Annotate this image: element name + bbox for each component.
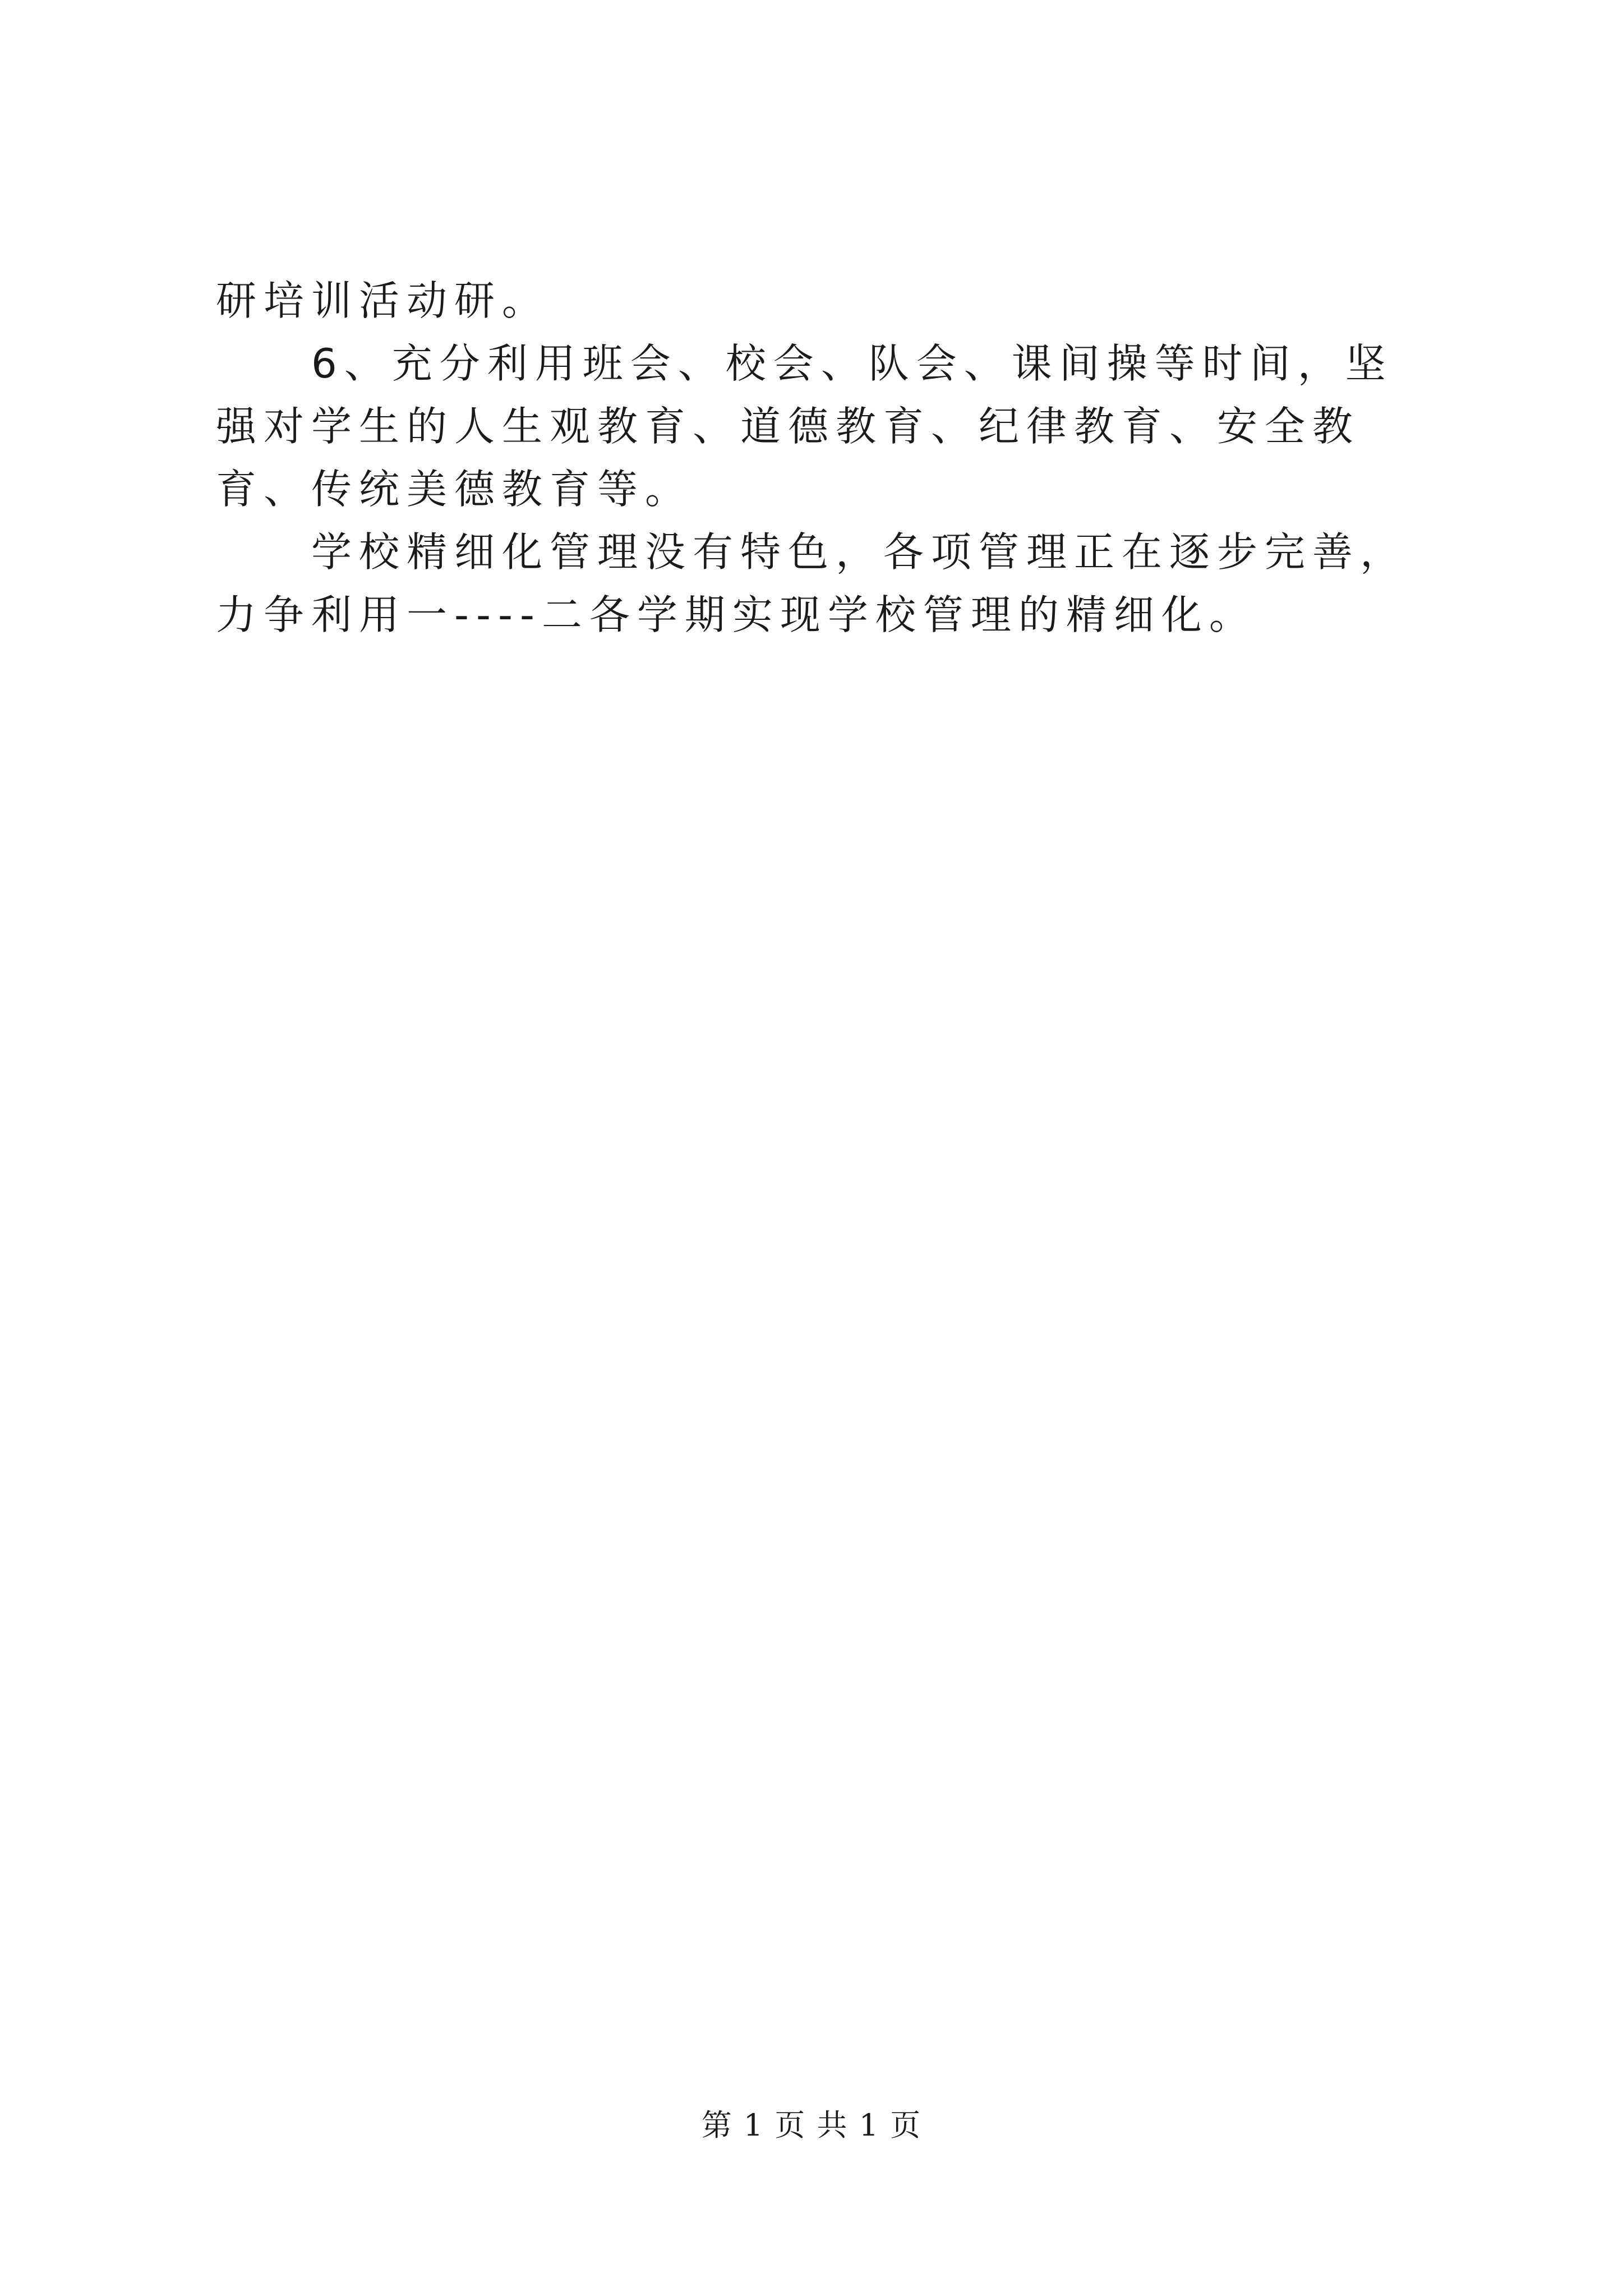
paragraph-summary: 学校精细化管理没有特色，各项管理正在逐步完善，力争利用一----二各学期实现学校管理的精细化。 <box>216 528 1408 638</box>
page-footer: 第 1 页 共 1 页 <box>701 2108 922 2143</box>
paragraph-continuation: 研培训活动研。 <box>216 277 550 324</box>
paragraph-item-6: 6、充分利用班会、校会、队会、课间操等时间，坚强对学生的人生观教育、道德教育、纪律教育、安全教育、传统美德教育等。 <box>216 340 1393 513</box>
document-body <box>216 269 1427 646</box>
